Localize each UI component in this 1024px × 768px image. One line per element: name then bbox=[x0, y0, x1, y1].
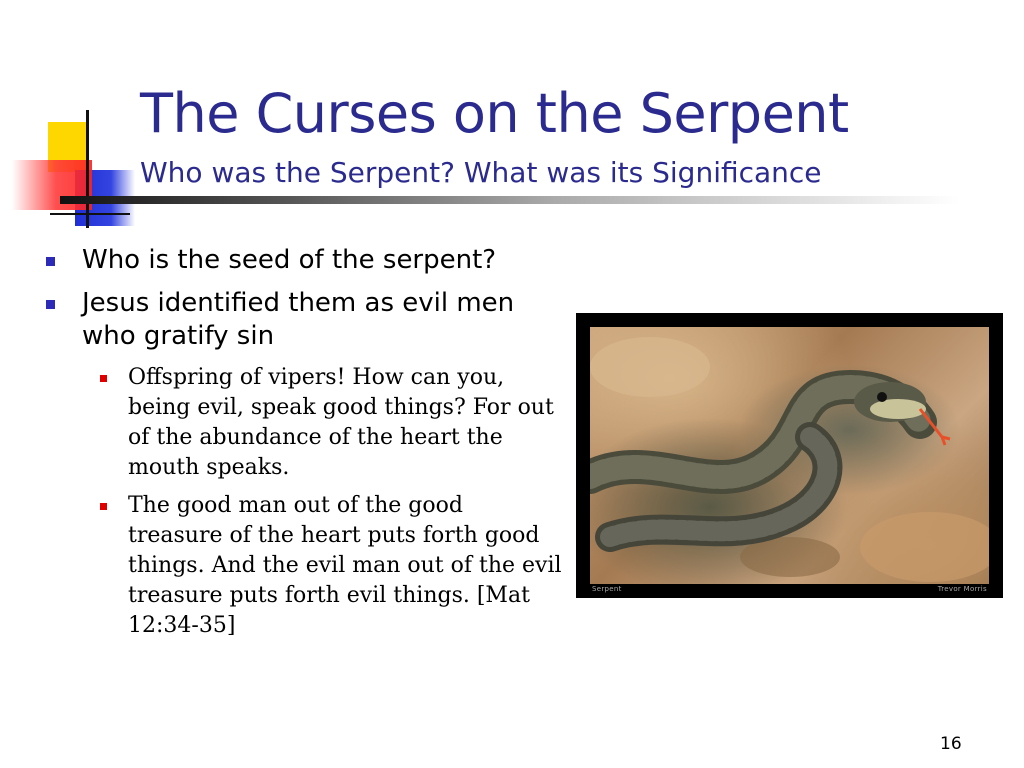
bullet-text: Jesus identified them as evil men who gratify sin bbox=[82, 288, 515, 351]
sub-bullet-item bbox=[44, 491, 564, 641]
bullet-text: Who is the seed of the serpent? bbox=[82, 245, 497, 275]
snake-illustration-icon bbox=[590, 327, 989, 584]
page-number: 16 bbox=[940, 734, 962, 754]
colored-squares-logo-icon bbox=[0, 100, 150, 230]
logo-horizontal-line bbox=[50, 213, 130, 215]
sub-bullet-text: The good man out of the good treasure of the heart puts forth good things. And the evil man out of the evil treasure puts forth evil things. [Mat 12:34-35] bbox=[128, 493, 562, 638]
title-underline bbox=[60, 196, 960, 204]
blue-square-bullet-icon bbox=[46, 300, 55, 309]
red-square-bullet-icon bbox=[100, 375, 107, 382]
photo-caption-right: Trevor Morris bbox=[937, 585, 987, 593]
sub-bullet-text: Offspring of vipers! How can you, being evil, speak good things? For out of the abundance of the heart the mouth speaks. bbox=[128, 365, 554, 480]
red-square-bullet-icon bbox=[100, 503, 107, 510]
bullet-item bbox=[44, 287, 564, 353]
bullet-list bbox=[44, 244, 564, 649]
slide-title: The Curses on the Serpent bbox=[140, 82, 849, 145]
slide-subtitle: Who was the Serpent? What was its Significance bbox=[140, 156, 822, 189]
sub-bullet-item bbox=[44, 363, 564, 483]
logo-vertical-line bbox=[86, 110, 89, 228]
serpent-photo-frame bbox=[576, 313, 1003, 598]
photo-caption-left: Serpent bbox=[592, 585, 622, 593]
blue-square-bullet-icon bbox=[46, 257, 55, 266]
bullet-item bbox=[44, 244, 564, 277]
serpent-photo bbox=[590, 327, 989, 584]
